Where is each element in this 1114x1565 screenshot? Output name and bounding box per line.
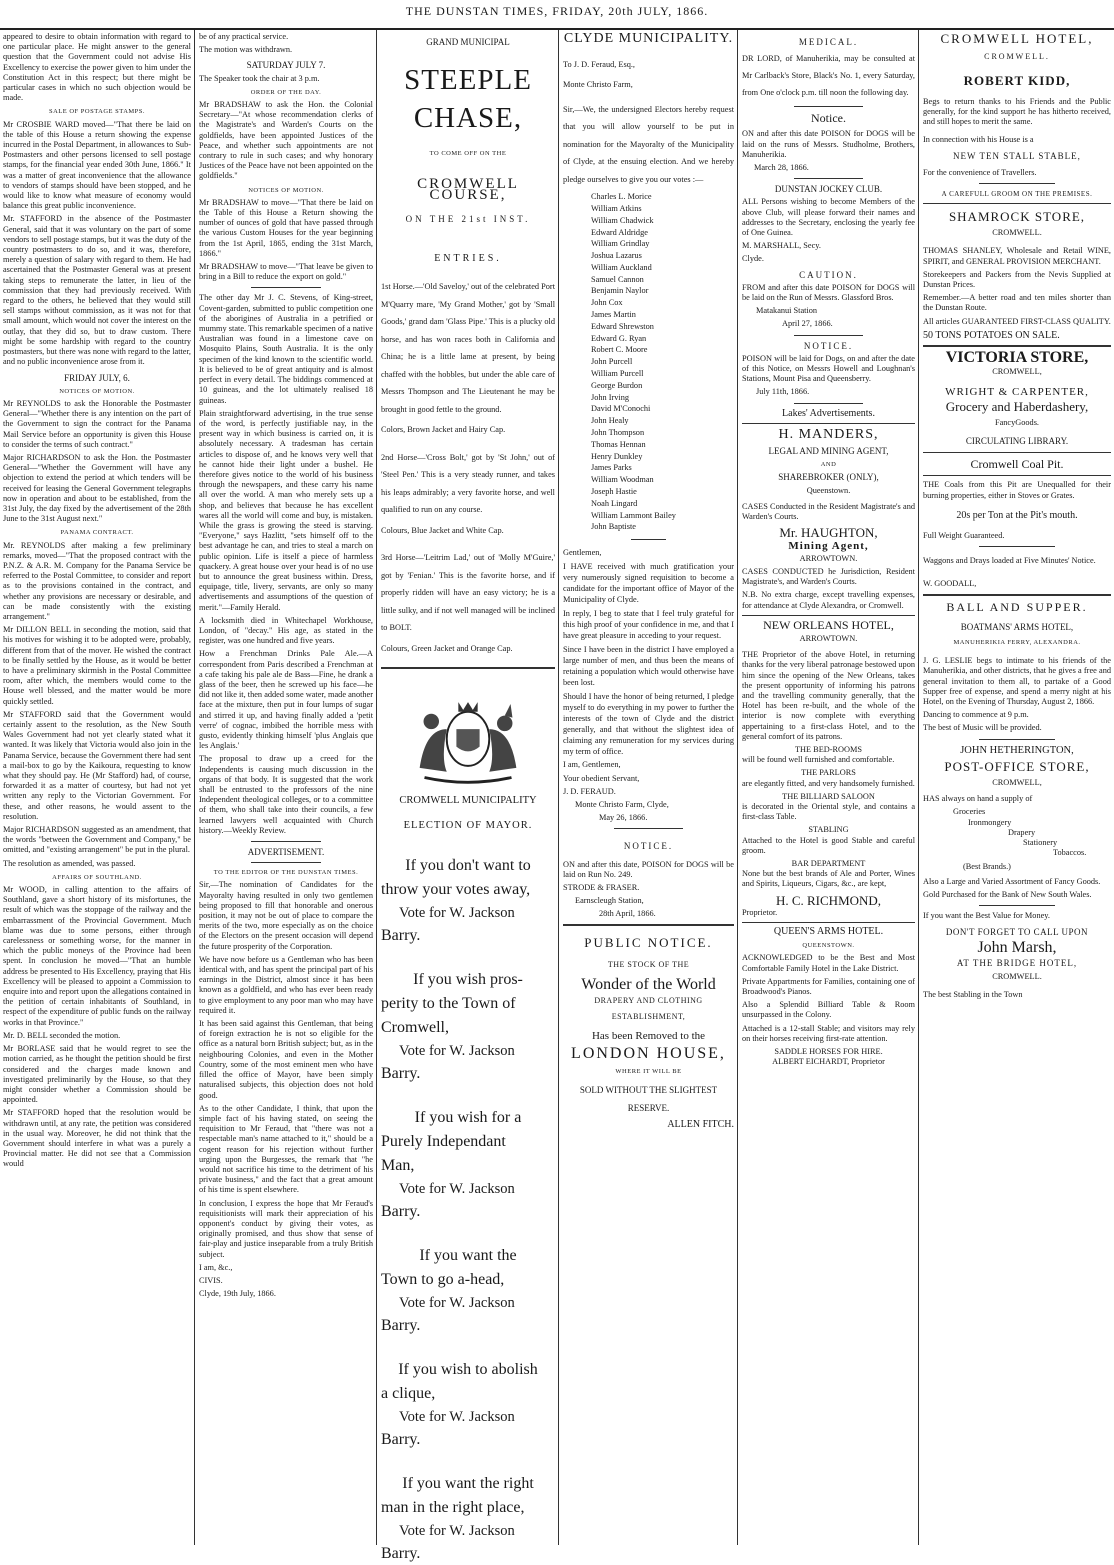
subheading: AFFAIRS OF SOUTHLAND. [52,873,142,881]
signatory-name: Charles L. Morice [591,192,652,202]
campaign-line: If you wish to abolish [398,1360,538,1378]
ball-heading: BALL AND SUPPER. [946,599,1088,614]
divider [923,345,1111,347]
section-heading: ADVERTISEMENT. [247,847,325,858]
signatory-name: Thomas Hennan [591,439,646,449]
article-paragraph: Mr STAFFORD hoped that the resolution would be withdrawn until, at any rate, the petition was considered in the usual way. Moreover, he did not think that the Government should interfere in what was a purely a Provincial matter. He did not see that a Commission would [3,1108,191,1169]
coal-pit-title: Cromwell Coal Pit. [970,457,1064,472]
entry-text: 2nd Horse—'Cross Bolt,' got by 'St John,' out of 'Steel Pen.' This is a very steady runner, and takes his leaps admirably; a very favorite horse, and well qualified to run on any course. [381,452,555,515]
entry-text: 1st Horse.—'Old Saveloy,' out of the celebrated Port M'Quarry mare, 'My Grand Mother,' got by 'Small Goods,' grand dam 'Glass Pipe.' This is a plucky old horse, and has won races both in California and China; he is a little lame at present, by being chaffed with the hobbles, but under the able care of Messrs Thompson and The Lieutenant he may be brought in good fettle to the ground. [381,282,555,414]
list-item: (Best Brands.) [963,862,1011,872]
article-paragraph: Major RICHARDSON suggested as an amendment, that the words "between the Government and Company," be omitted, and "existing arrangement" be put in the plural. [3,825,191,855]
ad-subheading: THE BILLIARD SALOON [782,791,875,801]
ad-text: Gold Purchased for the Bank of New South Wales. [923,889,1092,899]
subheading: ORDER OF THE DAY. [250,88,322,96]
letter-address: Monte Christo Farm, [563,80,633,90]
letter-paragraph: We have now before us a Gentleman who has been identical with, and has spent the principal part of his earnings in the District, almost since it has been known as a goldfield, and who has ever been ready to give employment to any poor man who may have required it. [199,954,373,1015]
advertiser-name: ALLEN FITCH. [667,1118,734,1130]
ad-line: 20s per Ton at the Pit's mouth. [956,509,1078,521]
steeple-chase-title: STEEPLE CHASE, [404,64,532,135]
divider [563,924,734,926]
ad-text: Also a Splendid Billiard Table & Room unsurpassed in the Colony. [742,1000,915,1020]
signatory-name: Joseph Hastie [591,487,637,497]
campaign-line: If you wish pros- [413,970,523,988]
ad-subheading: BAR DEPARTMENT [791,858,866,868]
divider [614,828,682,829]
ad-text: Attached is a 12-stall Stable; and visitors may rely on their horses receiving first-rate attention. [742,1023,915,1043]
ad-place: CROMWELL, [992,367,1042,377]
manders-title: H. MANDERS, [778,426,879,442]
ad-text: Dancing to commence at 9 p.m. [923,710,1029,720]
ad-line: DON'T FORGET TO CALL UPON [945,927,1089,938]
ad-signer: Proprietor. [742,907,778,917]
candidate-name: Barry. [381,1430,421,1448]
list-item: Drapery [1008,827,1036,837]
signatories-list [563,191,734,533]
subheading: TO THE EDITOR OF THE DUNSTAN TIMES. [213,869,359,877]
vote-line: Vote for W. Jackson [399,904,515,921]
letter-paragraph: In conclusion, I express the hope that Mr Feraud's requisitionists will mark their appreciation of his opponent's conduct by giving their votes, as originally promised, and thus show that sense of fair-play and justice inseparable from a truly British subject. [199,1198,373,1259]
letter-paragraph: As to the other Candidate, I think, that upon the simple fact of his having stated, on seeing the requisition to Mr Feraud, that "there was not a respectable man's name attached to it," should be a cogent reason for his rejection without further urging upon the Burgesses, the remark that "he would not sacrifice his time to the detriment of his private business," and the fact that a great amount of his time is spent elsewhere. [199,1103,373,1195]
signatory-name: William Purcell [591,369,644,379]
new-orleans-title: NEW ORLEANS HOTEL, [763,617,894,632]
campaign-line: If you want the [419,1246,517,1264]
sold-line: SOLD WITHOUT THE SLIGHTEST [579,1085,718,1096]
ad-text: ALL Persons wishing to become Members of the above Club, will please forward their names and addresses to the Secretary, enclosing the yearly fee of One Guinea. [742,197,915,238]
campaign-line: If you wish for a [414,1108,522,1126]
signatory-name: Joshua Lazarus [591,251,642,261]
divider [923,203,1111,204]
ad-text: Waggons and Drays loaded at Five Minutes' Notice. [923,556,1096,566]
ad-text: ON and after this date POISON for DOGS will be laid on the runs of Messrs. Studholme, Brothers, Manuherikia. [742,129,915,159]
article-paragraph: Mr BRADSHAW to move—"That there be laid on the Table of this House a Return showing the number of ounces of gold that have passed through the various Custom Houses for the year beginning from the 1st April, 1865, ending the 31st March, 1866." [199,197,373,258]
signatory-name: John Healy [591,416,629,426]
ad-line: Grocery and Haberdashery, [945,398,1089,414]
article-paragraph: Mr DILLON BELL in seconding the motion, said that his motives for wishing it to be adopted were, probably, different from that of the mover. He wished the contract to be finally settled by the House, as it would be better to have a preliminary skirmish in the Postal Committee room, after which, the members would come to the House well blessed, and the matter would be more quickly settled. [3,625,191,706]
article-paragraph: Major RICHARDSON to ask the Hon. the Postmaster General—"Whether the Government will have any objection to extend the period at which tenders will be received for leasing the General Government telegraphs now in operation and about to be established, from the 31st July, the day fixed by the advertisement of the 28th June to the 31st August next." [3,452,191,524]
divider [794,106,863,107]
jockey-club-heading: DUNSTAN JOCKEY CLUB. [774,184,883,195]
divider [979,183,1054,184]
article-paragraph: The motion was withdrawn. [199,45,293,55]
ad-line: A CAREFULL GROOM ON THE PREMISES. [941,189,1093,198]
divider [979,546,1054,547]
ad-text: Private Appartments for Families, containing one of Broadwood's Pianos. [742,976,915,997]
marsh-name: John Marsh, [977,939,1057,957]
ad-place: CROMWELL. [984,52,1050,62]
entry-colours: Colors, Brown Jacket and Hairy Cap. [381,425,506,435]
ad-date: March 28, 1866. [754,163,809,173]
queens-arms-title: QUEEN'S ARMS HOTEL. [773,926,884,937]
lakes-heading: Lakes' Advertisements. [782,407,875,419]
masthead-title: THE DUNSTAN TIMES, FRIDAY, 20th JULY, 1866. [405,4,709,18]
signatory-name: Robert C. Moore [591,345,648,355]
entry-colours: Colours, Blue Jacket and White Cap. [381,525,504,535]
haughton-title: Mr. HAUGHTON, [779,525,878,541]
ad-line: NEW TEN STALL STABLE, [953,151,1081,162]
divider [631,539,665,540]
ad-text: None but the best brands of Ale and Porter, Wines and Spirits, Liqueurs, Cigars, &c., are kept, [742,869,915,889]
reply-closing: Your obedient Servant, [563,773,640,783]
race-kicker: GRAND MUNICIPAL [426,37,510,47]
ad-text: N.B. No extra charge, except travelling expenses, for attendance at Clyde Alexandra, or Cromwell. [742,590,915,610]
ad-place: ARROWTOWN. [799,633,858,643]
ad-place: MANUHERIKIA FERRY, ALEXANDRA. [953,638,1081,646]
divider [794,335,863,336]
ad-text: For the convenience of Travellers. [923,167,1037,177]
course-title: CROMWELL COURSE, [417,176,519,203]
divider [742,615,915,616]
article-paragraph: Plain straightforward advertising, in the true sense of the word, is perfectly justifiable nay, in the present way in which business is carried on, it is absolutely necessary. A tradesman has certain articles to dispose of, and he knows very well that he cannot hide their light under a bushel. He therefore gives notice to the world of his business through the newspapers, and these carry his name all over the world. A man who merely sets up a shop, and believes that because he has excellent wares all the world will come and buy, is mistaken. While the grass is growing the steed is starving. "Everyone," says Hazlitt, "sets himself off to the best advantage he can, and tries to steal a march on public opinion. Life is itself a piece of harmless quackery. A great house over your head is of no use but to announce the great business within. Dress, equipage, title, livery, servants, are only so many advertisements and assumptions of the question of merit."—Family Herald. [199,408,373,612]
requisition-text: Sir,—We, the undersigned Electors hereby request that you will allow yourself to be put in nomination for the Mayoralty of the Municipality of Clyde, at the ensuing election. And we hereby pledge ourselves to give you our votes :— [563,104,734,184]
wonder-title: Wonder of the World [581,976,716,994]
removed-line: Has been Removed to the [591,1029,706,1042]
ad-text: POISON will be laid for Dogs, on and after the date of this Notice, on Messrs Howell and Loughnan's Stations, Mount Pisa and Queensberry. [742,353,915,384]
signatory-name: Henry Dunkley [591,451,643,461]
reply-paragraph: Should I have the honor of being returned, I pledge myself to do everything in my power to further the interests of the town of Clyde and the district generally, and that without the slightest idea of claiming any remuneration for my services during my term of office. [563,692,734,757]
divider [923,594,1111,596]
article-paragraph: Mr BORLASE said that he would regret to see the motion carried, as he thought the petition should be first considered and the charges made known and investigated preliminarily by the House, so that they might consider whether a Commission should be appointed. [3,1044,191,1105]
ad-place: CROMWELL. [992,228,1042,238]
candidate-name: Barry. [381,1064,421,1082]
ad-signer: ALBERT EICHARDT, Proprietor [772,1057,885,1067]
article-paragraph: The resolution as amended, was passed. [3,858,136,868]
list-item: Ironmongery [968,817,1012,827]
ad-date: April 27, 1866. [782,319,833,329]
ad-text: The best Stabling in the Town [923,989,1023,999]
candidate-name: Barry. [381,1202,421,1220]
list-item: Groceries [953,807,986,817]
ad-text: Begs to return thanks to his Friends and the Public generally, for the kind support he has hitherto received, and still hopes to merit the same. [923,96,1111,127]
ad-place: ARROWTOWN. [799,553,858,563]
signatory-name: John Irving [591,392,630,402]
signatory-name: William Atkins [591,203,642,213]
ad-place: Clyde. [742,254,764,264]
entry-colours: Colours, Green Jacket and Orange Cap. [381,643,513,653]
ad-line: AT THE BRIDGE HOTEL, [956,957,1078,968]
column-3 [378,30,559,1562]
ad-subheading: THE BED-ROOMS [794,744,863,754]
campaign-line: throw your votes away, [381,880,531,898]
ad-text: All articles GUARANTEED FIRST-CLASS QUALITY. [923,316,1111,326]
signatory-name: John Cox [591,298,623,308]
public-notice-heading: PUBLIC NOTICE. [584,934,713,950]
ad-text: Also a Large and Varied Assortment of Fancy Goods. [923,876,1101,886]
article-paragraph: A locksmith died in Whitechapel Workhouse, London, of "decay." His age, as stated in the register, was one hundred and five years. [199,615,373,646]
letter-date: Clyde, 19th July, 1866. [199,1289,276,1299]
article-paragraph: Mr WOOD, in calling attention to the affairs of Southland, gave a short history of its misfortunes, the result of which was the stoppage of the railway and the embarrassment of the Provincial Government. Much blame was due to some persons, either through carelessness or something worse, for the manner in which the public moneys of the Province had been spent. In conclusion he moved—"That an humble address be presented to His Excellency, praying that His Excellency will be pleased to appoint a Commission to enquire into and report upon the allegations contained in the petition of certain inhabitants of Southland, in respect of the expenditure of public funds on the railway works in that Province." [3,885,191,1027]
notice-text: ON and after this date, POISON for DOGS will be laid on Run No. 249. [563,859,734,879]
notice-heading: Notice. [811,111,846,126]
candidate-name: Barry. [381,1544,421,1562]
reply-closing: I am, Gentlemen, [563,760,621,770]
ad-place: QUEENSTOWN. [802,942,855,950]
signatory-name: Samuel Cannon [591,274,644,284]
column-2 [196,30,377,1545]
article-paragraph: Mr REYNOLDS to ask the Honorable the Postmaster General—"Whether there is any intention on the part of the Government to sign the contract for the Panama Mail Service before an opportunity is given this House to consider the terms of such contract." [3,398,191,449]
kidd-name: ROBERT KIDD, [963,73,1071,89]
date-heading: SATURDAY JULY 7. [246,60,326,71]
signatory-name: John Purcell [591,357,633,367]
campaign-line: Cromwell, [381,1018,449,1036]
campaign-line: man in the right place, [381,1498,525,1516]
signatory-name: David M'Conochi [591,404,651,414]
vote-line: Vote for W. Jackson [399,1408,515,1425]
ad-text: THOMAS SHANLEY, Wholesale and Retail WINE, SPIRIT, and GENERAL PROVISION MERCHANT. [923,246,1111,266]
column-4 [560,30,738,1545]
ad-text: If you want the Best Value for Money. [923,910,1050,920]
article-paragraph: How a Frenchman Drinks Pale Ale.—A correspondent from Paris described a Frenchman at a cafe taking his pale ale de Bass—Fine, he drank a glass of the beer, then he screwed up his face—he did not like it, then added some water, made another face at the mixture, then put in four lumps of sugar and stirred it up, and having finally added a 'petit verre' of cognac, imbibed the horrible mess with gusto, evidently thinking himself 'plus Anglais que les Anglais.' [199,649,373,751]
reply-paragraph: In reply, I beg to state that I feel truly grateful for this high proof of your confidence in me, and that I have great pleasure in acceding to your request. [563,609,734,641]
signatory-name: George Burdon [591,380,643,390]
ad-line: 50 TONS POTATOES ON SALE. [923,329,1060,341]
ad-place: Queenstown. [806,485,851,495]
ad-place: Matakanui Station [756,306,818,316]
cromwell-hotel-title: CROMWELL HOTEL, [940,31,1094,46]
letter-signature: CIVIS. [199,1275,223,1285]
notice-heading: NOTICE. [803,340,854,351]
letter-salutation: Gentlemen, [563,548,602,558]
article-paragraph: be of any practical service. [199,32,289,41]
ad-text: are elegantly fitted, and very handsomely furnished. [742,778,915,788]
reply-paragraph: I HAVE received with much gratification your very numerously signed requisition to become a candidate for the important office of Mayor of the Municipality of Clyde. [563,562,734,605]
vote-line: Vote for W. Jackson [399,1294,515,1311]
divider [742,423,915,424]
ad-signer: M. MARSHALL, Secy. [742,241,821,251]
divider [979,905,1054,906]
letter-paragraph: Sir,—The nomination of Candidates for the Mayoralty having resulted in only two gentlemen being proposed to fill that honorable and onerous position, it may not be out of place to compare the merits of the two, more especially as on the choice of the Electors on the present occasion will depend the future prosperity of the Corporation. [199,880,373,951]
signatory-name: William Auckland [591,262,652,272]
divider [742,922,915,923]
divider [923,475,1111,476]
article-paragraph: The Speaker took the chair at 3 p.m. [199,73,320,83]
list-item: Stationery [1023,837,1058,847]
medical-heading: MEDICAL. [798,37,859,47]
article-paragraph: Mr STAFFORD said that the Government would certainly assent to the resolution, as the New South Wales Government had not yet clearly stated what it wanted. It was likely that Victoria would also join in the Panama Service, because the Government there had sent a mail-box to go by the Kaikoura, requesting to know what they should pay. He (Mr Stafford) had, of course, forwarded it as a matter of courtesy, but had not yet written any reply to the Victorian Government. For these, and other reasons, he would assent to the resolution. [3,709,191,821]
signatory-name: Edward Shrewston [591,321,654,331]
subheading: PANAMA CONTRACT. [60,529,134,537]
reserve-line: RESERVE. [627,1103,670,1114]
ad-line: SHAREBROKER (ONLY), [778,472,879,483]
list-item: Tobaccos. [1053,848,1087,858]
article-paragraph: The other day Mr J. C. Stevens, of King-street, Covent-garden, submitted to public competition one of the aborigines of Australia in a petrified or mummy state. This remarkable specimen of a native Australian was found in a limestone cave on Mosquito Plains, South Australia. It is the only specimen of the kind known to the scientific world. It is believed to be of great antiquity and is almost perfect in every detail. The biddings commenced at 10 guineas, and the lot ultimately realised 18 guineas. [199,293,373,405]
reply-paragraph: Since I have been in the district I have employed a large number of men, and thus been the means of retaining a population which would otherwise have been lost. [563,645,734,688]
reply-place: Monte Christo Farm, Clyde, [575,800,669,810]
shamrock-title: SHAMROCK STORE, [948,209,1086,225]
campaign-line: Man, [381,1156,415,1174]
ad-text: ACKNOWLEDGED to be the Best and Most Comfortable Family Hotel in the Lake District. [742,953,915,973]
article-paragraph: appeared to desire to obtain information with regard to one particular place. He might answer to the general question that the Government could not advise His Excellency to exercise the power given to him under the Constitution Act in this respect; but there might be particular cases in which no such objection would be made. [3,32,191,103]
subheading: DRAPERY AND CLOTHING [594,996,703,1006]
ad-line: FancyGoods. [994,417,1040,427]
article-paragraph: Mr. REYNOLDS after making a few preliminary remarks, moved—"That the proposed contract with the P.N.Z. & A.R. M. Company for the Panama Service be referred to the Postal Committee, to consider and report as to the provisions contained in the contract, and whether any provisions are necessary or desirable, and can be made consistently with the existing arrangement." [3,540,191,621]
signatory-name: Benjamin Naylor [591,286,649,296]
post-office-store-title: POST-OFFICE STORE, [944,758,1090,774]
campaign-line: Purely Independant [381,1132,506,1150]
divider [794,403,863,404]
column-5 [739,30,919,1545]
richmond-name: H. C. RICHMOND, [775,892,882,908]
article-paragraph: Mr BRADSHAW to ask the Hon. the Colonial Secretary—"At whose recommendation clerks of the Magistrate's and Warden's Courts on the goldfields, have been appointed Justices of the Peace, and whether such appointments are not contrary to rule in such cases; and why honorary Justices of the Peace have not been appointed on the goldfields." [199,100,373,181]
vote-line: Vote for W. Jackson [399,1042,515,1059]
signatory-name: John Baptiste [591,522,636,532]
ad-text: will be found well furnished and comfortable. [742,755,895,765]
subheading: WHERE IT WILL BE [615,1068,682,1076]
signatory-name: William Grindlay [591,239,650,249]
letter-paragraph: It has been said against this Gentleman, that being of foreign extraction he is not so eligible for the office as a natural born British subject; but, as in the neighbouring Colonies, and even in the Mother Country, some of the most eminent men who have filled the office of Mayor, have been simply naturalised subjects, this objection does not hold good. [199,1019,373,1100]
ad-line: LEGAL AND MINING AGENT, [768,446,889,457]
victoria-store-title: VICTORIA STORE, [945,349,1089,367]
ad-text: DR LORD, of Manuherikia, may be consulted at Mr Carlback's Store, Black's No. 1, every Saturday, from One o'clock p.m. till noon the following day. [742,54,915,98]
subheading: THE STOCK OF THE [607,959,690,969]
ad-text: Full Weight Guaranteed. [923,531,1005,541]
candidate-name: Barry. [381,926,421,944]
campaign-line: perity to the Town of [381,994,516,1012]
signatory-name: Edward Aldridge [591,227,648,237]
signatory-name: William Lammont Bailey [591,510,676,520]
vote-line: Vote for W. Jackson [399,1180,515,1197]
campaign-line: Town to go a-head, [381,1270,505,1288]
signatory-name: James Parks [591,463,632,473]
reply-signer: J. D. FERAUD. [563,786,616,796]
column-1 [0,30,195,1545]
subheading: TO COME OFF ON THE [429,150,507,158]
ad-text: The best of Music will be provided. [923,723,1042,733]
ad-text: HAS always on hand a supply of [923,794,1033,804]
article-paragraph: Mr CROSBIE WARD moved—"That there be laid on the table of this House a return showing the expense incurred in the Postal Department, in allowances to Sub-Postmasters and other persons licensed to sell postage stamps, for the financial year ended 30th June, 1866." It was a matter of great inconvenience that the allowance to vendors of stamps should have been stopped, and he would like to know what measure of economy would balance this great public inconvenience. [3,119,191,211]
divider [381,667,555,669]
reply-date: May 26, 1866. [599,813,648,823]
ad-line: AND [820,461,837,469]
signatory-name: John Thompson [591,428,645,438]
signatory-name: Noah Lingard [591,498,638,508]
election-heading: ELECTION OF MAYOR. [403,819,533,831]
divider [251,841,321,842]
subheading: ESTABLISHMENT, [611,1012,686,1022]
notice-signer: STRODE & FRASER. [563,883,640,893]
hetherington-name: JOHN HETHERINGTON, [960,744,1074,756]
caution-heading: CAUTION. [799,269,858,280]
ad-text: CASES Conducted in the Resident Magistrate's and Warden's Courts. [742,501,915,522]
notice-date: 28th April, 1866. [599,909,656,919]
ad-text: Attached to the Hotel is good Stable and careful groom. [742,835,915,855]
ad-text: Storekeepers and Packers from the Nevis Supplied at Dunstan Prices. [923,269,1111,290]
subheading: SALE OF POSTAGE STAMPS. [48,108,146,116]
article-paragraph: Mr BRADSHAW to move—"That leave be given to bring in a Bill to reduce the export on gold." [199,262,373,282]
entry-text: 3rd Horse—'Leitrim Lad,' out of 'Molly M'Guire,' got by 'Fenian.' This is the favorite horse, and if properly ridden will have an easy victory; he is a little sulky, and if not well managed will be inclined to BOLT. [381,553,555,633]
ad-line: Mining Agent, [788,539,869,552]
race-date: ON THE 21st INST. [405,213,531,224]
campaign-line: a clique, [381,1384,436,1402]
municipality-heading: CROMWELL MUNICIPALITY [399,795,537,807]
notice-place: Earnscleugh Station, [575,896,644,906]
divider [923,452,1111,453]
ad-place: CROMWELL, [992,777,1042,787]
ad-subheading: THE PARLORS [801,768,856,778]
signatory-name: Edward G. Ryan [591,333,647,343]
candidate-name: Barry. [381,1316,421,1334]
ad-line: BOATMANS' ARMS HOTEL, [960,621,1074,632]
ad-text: In connection with his House is a [923,135,1034,145]
ad-text: THE Proprietor of the above Hotel, in returning thanks for the very liberal patronage bestowed upon him since the opening of the New Orleans, takes the present opportunity of informing his patrons and the travelling community generally, that the Hotel has been re-built, and the whole of the interior is now complete with everything appertaining to a first-class Hotel, and to the general comfort of its patrons. [742,650,915,741]
ad-subheading: STABLING [808,825,849,835]
clyde-title: CLYDE MUNICIPALITY. [563,31,734,46]
letter-closing: I am, &c., [199,1262,233,1272]
signatory-name: William Chadwick [591,215,654,225]
ad-text: J. G. LESLIE begs to intimate to his friends of the Manuherikia, and other districts, that he gives a free and general invitation to them all, to partake of a Good Supper free of expense, and spend a merry night at his Hotel, on the Evening of Thursday, August 2, 1866. [923,656,1111,706]
royal-coat-of-arms-icon [381,679,555,789]
ad-place: CROMWELL. [992,971,1042,981]
column-6 [920,30,1114,1545]
ad-signer: W. GOODALL, [923,579,977,589]
vote-line: Vote for W. Jackson [399,1522,515,1539]
ad-text: FROM and after this date POISON for DOGS will be laid on the Run of Messrs. Glassford Bros. [742,282,915,303]
date-heading: FRIDAY JULY, 6. [64,372,130,383]
ad-text: Remember.—A better road and ten miles shorter than the Dunstan Route. [923,293,1111,313]
ad-date: July 11th, 1866. [756,387,810,397]
ad-line: WRIGHT & CARPENTER, [945,386,1089,399]
divider [794,178,863,179]
ad-text: CASES CONDUCTED he Jurisdiction, Resident Magistrate's, and Warden's Courts. [742,566,915,587]
article-paragraph: Mr. STAFFORD in the absence of the Postmaster General, said that it was voluntary on the part of some vendors to sell postage stamps, but it was the duty of the country postmasters to do so, and it was, therefore, merely a question of salary with regard to them. He had ascertained that the Postmaster General was at present taking steps to remunerate the latter, in lieu of the commission that they had previously received. With regard to the others, he believed that they would still sell stamps without commission, as it was not for that small amount, which would not cover the interest on the outlay, that they did so, but to draw custom. There might be some hardship with regard to the country postmasters, but there was none with regard to the latter, and no public inconvenience arose from it. [3,214,191,367]
subheading: NOTICES OF MOTION. [59,387,135,395]
ad-line: CIRCULATING LIBRARY. [965,436,1069,447]
signatory-name: James Martin [591,310,636,320]
article-paragraph: Mr. D. BELL seconded the motion. [3,1030,121,1040]
subheading: NOTICES OF MOTION. [248,186,324,194]
divider [251,287,321,288]
signatory-name: William Woodman [591,475,654,485]
campaign-line: If you want the right [402,1474,534,1492]
letter-address: To J. D. Feraud, Esq., [563,60,636,70]
divider [251,862,321,863]
masthead [0,0,1114,30]
entries-heading: ENTRIES. [434,253,502,265]
article-paragraph: The proposal to draw up a creed for the Independents is causing much discussion in the organs of that body. It is suggested that the work shall be entrusted to the professors of the nine Independent theological colleges, or to a committee of them, who shall take into their councils, a few learned lawyers well acquainted with Church history.—Weekly Review. [199,754,373,835]
ad-text: THE Coals from this Pit are Unequalled for their burning properties, either in Stoves or Grates. [923,480,1111,500]
notice-heading: NOTICE. [623,841,674,852]
ad-subheading: SADDLE HORSES FOR HIRE. [774,1047,883,1057]
divider [979,739,1054,740]
ad-text: is decorated in the Oriental style, and contains a first-class Table. [742,801,915,822]
campaign-line: If you don't want to [405,856,531,874]
london-house-title: LONDON HOUSE, [571,1044,726,1062]
